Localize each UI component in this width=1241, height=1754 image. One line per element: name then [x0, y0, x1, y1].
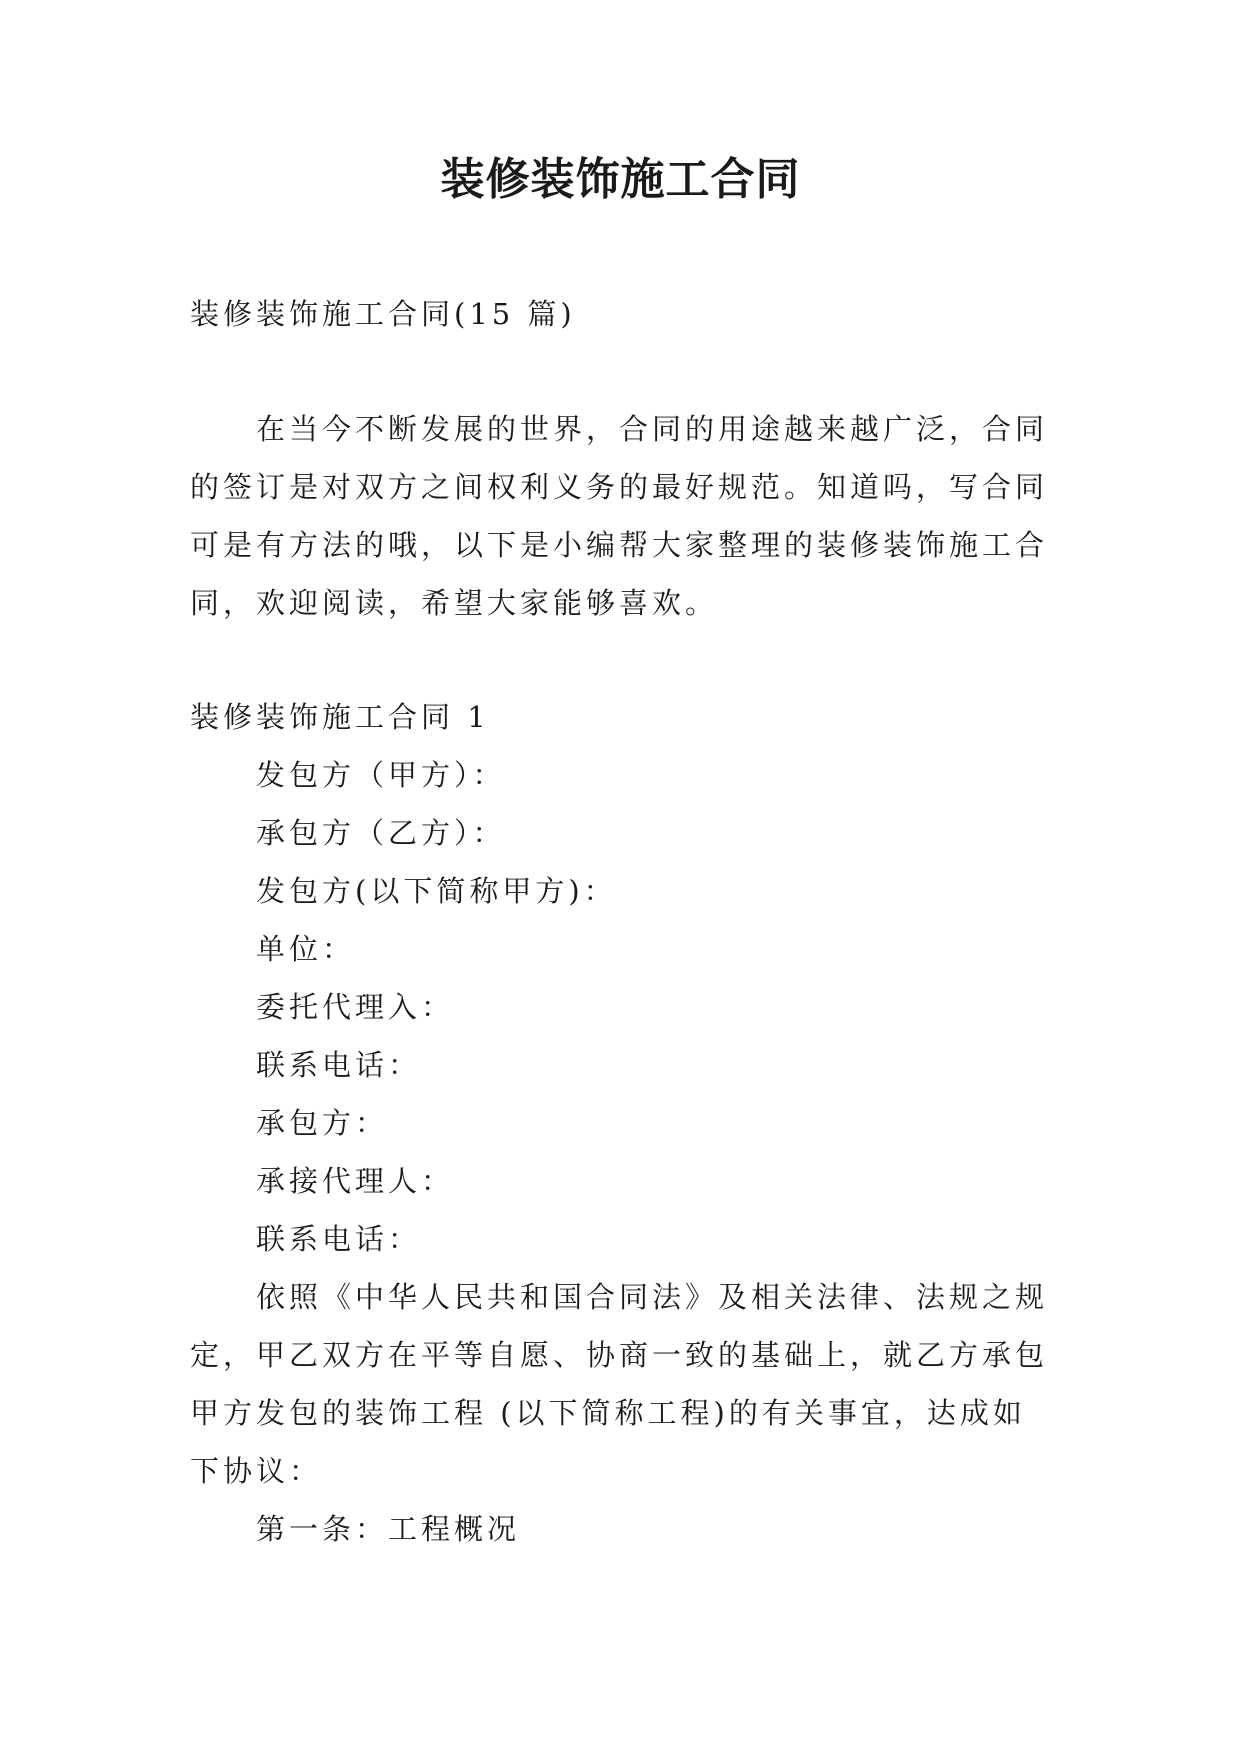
document-subtitle: 装修装饰施工合同(15 篇) [190, 297, 576, 331]
field-line-phone-b: 联系电话： [256, 1222, 422, 1256]
field-line-phone-a: 联系电话： [256, 1048, 422, 1082]
field-line-contractor-party-b: 承包方（乙方）： [256, 816, 506, 850]
field-line-contractor-agent: 承接代理人： [256, 1164, 455, 1198]
document-title: 装修装饰施工合同 [440, 154, 801, 205]
field-line-employer-short: 发包方(以下简称甲方)： [256, 874, 617, 908]
field-line-employer-party-a: 发包方（甲方）： [256, 758, 506, 792]
field-line-agent: 委托代理入： [256, 990, 455, 1024]
field-line-unit: 单位： [256, 932, 356, 966]
party-fields [190, 746, 1050, 1268]
legal-basis-paragraph: 依照《中华人民共和国合同法》及相关法律、法规之规定，甲乙双方在平等自愿、协商一致的基础上，就乙方承包甲方发包的装饰工程 (以下简称工程)的有关事宜，达成如下协议： [190, 1280, 1049, 1488]
intro-paragraph: 在当今不断发展的世界，合同的用途越来越广泛，合同的签订是对双方之间权利义务的最好规范。知道吗，写合同可是有方法的哦，以下是小编帮大家整理的装修装饰施工合同，欢迎阅读，希望大家能够喜欢。 [190, 412, 1049, 620]
field-line-contractor: 承包方： [256, 1106, 389, 1140]
article-heading: 第一条：工程概况 [256, 1512, 521, 1546]
section-heading: 装修装饰施工合同 1 [190, 700, 490, 734]
